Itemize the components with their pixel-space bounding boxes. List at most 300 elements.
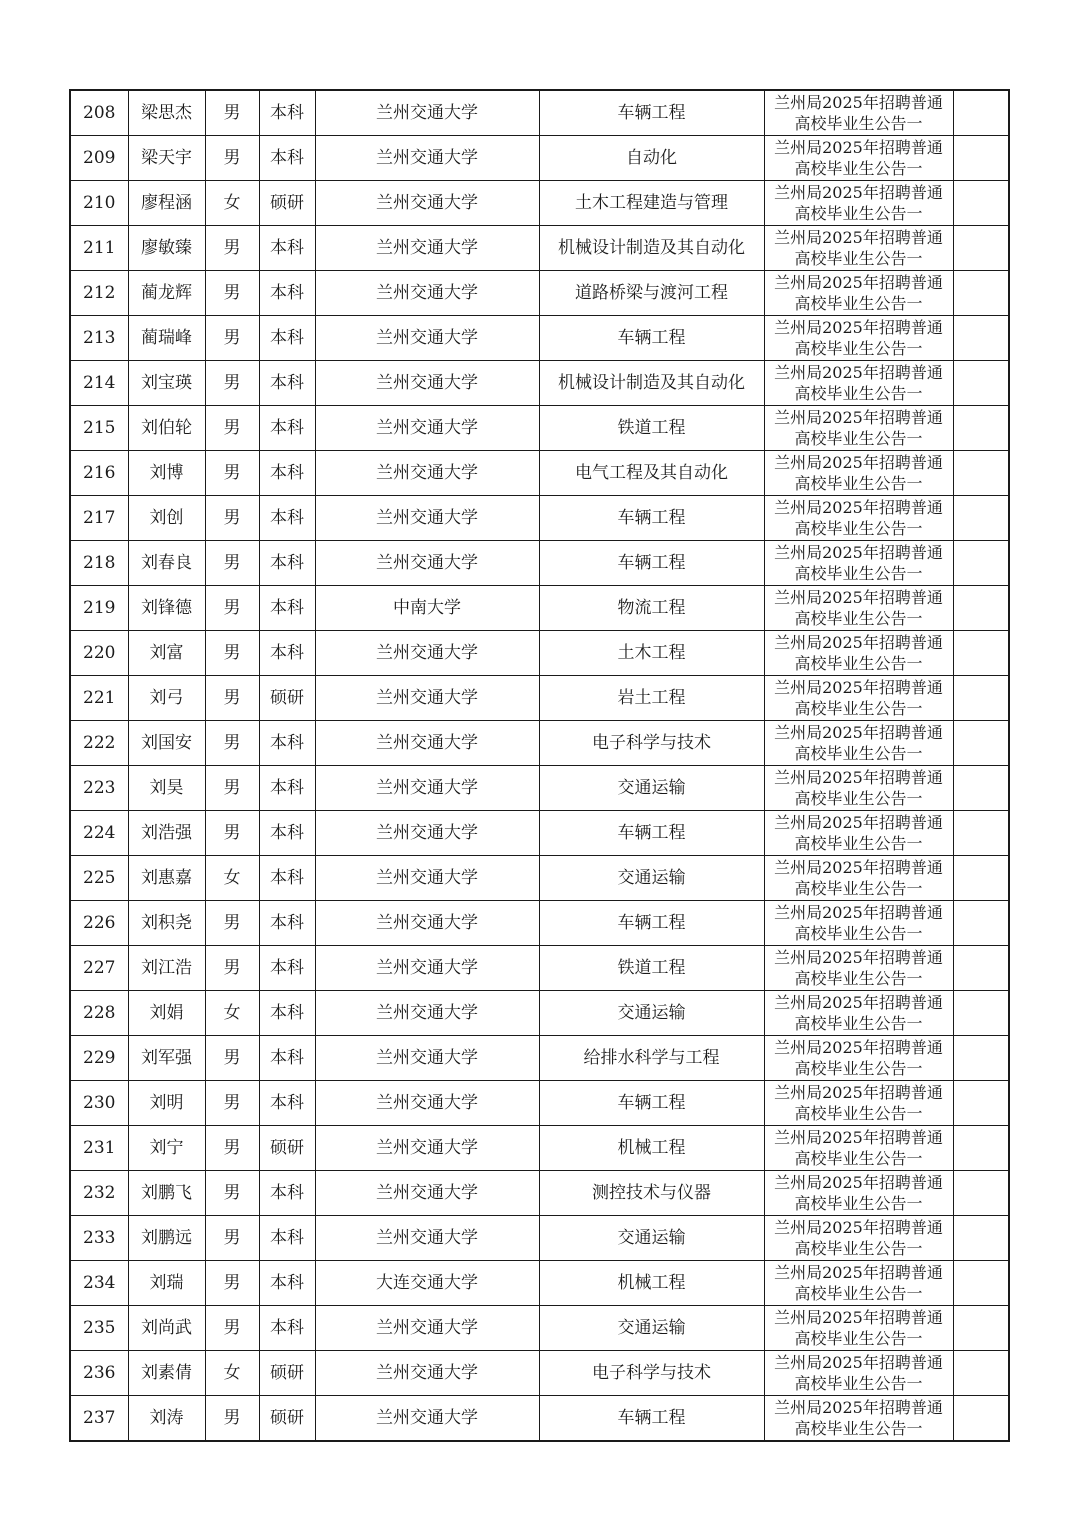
notice-line: 兰州局2025年招聘普通: [774, 1083, 943, 1102]
cell-major: 自动化: [539, 136, 764, 181]
notice-line: 兰州局2025年招聘普通: [774, 903, 943, 922]
cell-empty: [953, 1171, 1009, 1216]
cell-name: 刘娟: [128, 991, 205, 1036]
cell-name: 刘明: [128, 1081, 205, 1126]
cell-gender: 男: [205, 631, 259, 676]
cell-empty: [953, 361, 1009, 406]
table-row: [70, 1171, 1009, 1216]
cell-notice: [764, 1306, 953, 1351]
cell-gender: 男: [205, 1216, 259, 1261]
cell-degree: 本科: [259, 1261, 315, 1306]
cell-major: 土木工程建造与管理: [539, 181, 764, 226]
cell-number: 231: [70, 1126, 128, 1171]
cell-school: 兰州交通大学: [315, 946, 539, 991]
cell-school: 兰州交通大学: [315, 1081, 539, 1126]
notice-line: 高校毕业生公告一: [794, 879, 923, 898]
cell-major: 铁道工程: [539, 946, 764, 991]
cell-number: 232: [70, 1171, 128, 1216]
cell-name: 刘昊: [128, 766, 205, 811]
cell-school: 兰州交通大学: [315, 271, 539, 316]
cell-name: 廖程涵: [128, 181, 205, 226]
cell-number: 221: [70, 676, 128, 721]
cell-number: 209: [70, 136, 128, 181]
cell-number: 230: [70, 1081, 128, 1126]
notice-line: 兰州局2025年招聘普通: [774, 273, 943, 292]
cell-major: 车辆工程: [539, 90, 764, 136]
notice-line: 兰州局2025年招聘普通: [774, 858, 943, 877]
table-row: [70, 406, 1009, 451]
table-row: [70, 766, 1009, 811]
cell-gender: 男: [205, 226, 259, 271]
cell-notice: [764, 181, 953, 226]
cell-school: 兰州交通大学: [315, 811, 539, 856]
cell-degree: 硕研: [259, 676, 315, 721]
cell-major: 交通运输: [539, 856, 764, 901]
notice-line: 高校毕业生公告一: [794, 519, 923, 538]
cell-name: 刘富: [128, 631, 205, 676]
cell-name: 刘创: [128, 496, 205, 541]
cell-degree: 硕研: [259, 1351, 315, 1396]
cell-major: 铁道工程: [539, 406, 764, 451]
notice-line: 兰州局2025年招聘普通: [774, 1218, 943, 1237]
cell-name: 廖敏臻: [128, 226, 205, 271]
notice-line: 兰州局2025年招聘普通: [774, 1263, 943, 1282]
notice-line: 兰州局2025年招聘普通: [774, 1173, 943, 1192]
cell-school: 兰州交通大学: [315, 406, 539, 451]
notice-line: 高校毕业生公告一: [794, 969, 923, 988]
table-row: [70, 271, 1009, 316]
cell-degree: 本科: [259, 946, 315, 991]
cell-degree: 本科: [259, 90, 315, 136]
cell-name: 蔺龙辉: [128, 271, 205, 316]
cell-degree: 本科: [259, 811, 315, 856]
cell-gender: 男: [205, 496, 259, 541]
cell-notice: [764, 1261, 953, 1306]
cell-notice: [764, 1036, 953, 1081]
table-row: [70, 181, 1009, 226]
cell-notice: [764, 90, 953, 136]
cell-notice: [764, 1171, 953, 1216]
notice-line: 兰州局2025年招聘普通: [774, 993, 943, 1012]
cell-number: 235: [70, 1306, 128, 1351]
cell-name: 刘浩强: [128, 811, 205, 856]
table-row: [70, 946, 1009, 991]
cell-gender: 男: [205, 1126, 259, 1171]
notice-line: 高校毕业生公告一: [794, 204, 923, 223]
cell-name: 蔺瑞峰: [128, 316, 205, 361]
cell-school: 兰州交通大学: [315, 136, 539, 181]
cell-major: 土木工程: [539, 631, 764, 676]
cell-school: 中南大学: [315, 586, 539, 631]
notice-line: 高校毕业生公告一: [794, 654, 923, 673]
notice-line: 兰州局2025年招聘普通: [774, 1038, 943, 1057]
cell-gender: 男: [205, 586, 259, 631]
cell-number: 236: [70, 1351, 128, 1396]
cell-degree: 本科: [259, 766, 315, 811]
table-row: [70, 631, 1009, 676]
cell-number: 233: [70, 1216, 128, 1261]
notice-line: 高校毕业生公告一: [794, 699, 923, 718]
cell-major: 交通运输: [539, 766, 764, 811]
cell-major: 岩土工程: [539, 676, 764, 721]
cell-name: 梁天宇: [128, 136, 205, 181]
cell-number: 228: [70, 991, 128, 1036]
cell-empty: [953, 451, 1009, 496]
cell-empty: [953, 406, 1009, 451]
cell-name: 刘伯轮: [128, 406, 205, 451]
cell-notice: [764, 361, 953, 406]
table-row: [70, 991, 1009, 1036]
cell-empty: [953, 226, 1009, 271]
cell-degree: 本科: [259, 451, 315, 496]
cell-school: 兰州交通大学: [315, 721, 539, 766]
cell-number: 227: [70, 946, 128, 991]
cell-school: 兰州交通大学: [315, 856, 539, 901]
notice-line: 高校毕业生公告一: [794, 1374, 923, 1393]
cell-notice: [764, 1216, 953, 1261]
cell-name: 刘鹏远: [128, 1216, 205, 1261]
table-row: [70, 676, 1009, 721]
cell-notice: [764, 451, 953, 496]
cell-major: 车辆工程: [539, 541, 764, 586]
cell-notice: [764, 901, 953, 946]
cell-name: 刘弓: [128, 676, 205, 721]
cell-name: 刘素倩: [128, 1351, 205, 1396]
cell-empty: [953, 90, 1009, 136]
cell-gender: 男: [205, 901, 259, 946]
cell-empty: [953, 991, 1009, 1036]
table-row: [70, 1036, 1009, 1081]
cell-notice: [764, 1351, 953, 1396]
cell-empty: [953, 766, 1009, 811]
cell-major: 道路桥梁与渡河工程: [539, 271, 764, 316]
cell-name: 刘国安: [128, 721, 205, 766]
cell-school: 兰州交通大学: [315, 496, 539, 541]
cell-major: 车辆工程: [539, 1396, 764, 1442]
cell-gender: 女: [205, 991, 259, 1036]
cell-degree: 本科: [259, 1216, 315, 1261]
cell-school: 兰州交通大学: [315, 1036, 539, 1081]
notice-line: 高校毕业生公告一: [794, 924, 923, 943]
cell-name: 梁思杰: [128, 90, 205, 136]
cell-degree: 硕研: [259, 1126, 315, 1171]
cell-school: 兰州交通大学: [315, 541, 539, 586]
cell-number: 211: [70, 226, 128, 271]
cell-degree: 本科: [259, 631, 315, 676]
notice-line: 兰州局2025年招聘普通: [774, 948, 943, 967]
cell-major: 车辆工程: [539, 901, 764, 946]
table-body: [70, 90, 1009, 1441]
cell-school: 兰州交通大学: [315, 901, 539, 946]
cell-gender: 男: [205, 451, 259, 496]
cell-name: 刘尚武: [128, 1306, 205, 1351]
cell-notice: [764, 766, 953, 811]
cell-empty: [953, 496, 1009, 541]
cell-degree: 本科: [259, 1036, 315, 1081]
cell-empty: [953, 811, 1009, 856]
table-row: [70, 90, 1009, 136]
cell-gender: 男: [205, 271, 259, 316]
notice-line: 高校毕业生公告一: [794, 1284, 923, 1303]
notice-line: 高校毕业生公告一: [794, 339, 923, 358]
notice-line: 兰州局2025年招聘普通: [774, 813, 943, 832]
table-row: [70, 1081, 1009, 1126]
notice-line: 高校毕业生公告一: [794, 1239, 923, 1258]
table-row: [70, 1216, 1009, 1261]
cell-major: 车辆工程: [539, 1081, 764, 1126]
cell-major: 交通运输: [539, 991, 764, 1036]
notice-line: 兰州局2025年招聘普通: [774, 588, 943, 607]
cell-name: 刘涛: [128, 1396, 205, 1442]
notice-line: 兰州局2025年招聘普通: [774, 93, 943, 112]
cell-name: 刘锋德: [128, 586, 205, 631]
cell-school: 兰州交通大学: [315, 676, 539, 721]
table-row: [70, 856, 1009, 901]
cell-gender: 男: [205, 1036, 259, 1081]
cell-empty: [953, 1261, 1009, 1306]
cell-gender: 男: [205, 136, 259, 181]
cell-school: 兰州交通大学: [315, 1171, 539, 1216]
notice-line: 兰州局2025年招聘普通: [774, 633, 943, 652]
cell-number: 216: [70, 451, 128, 496]
cell-major: 机械工程: [539, 1261, 764, 1306]
cell-school: 兰州交通大学: [315, 451, 539, 496]
cell-major: 电气工程及其自动化: [539, 451, 764, 496]
cell-number: 220: [70, 631, 128, 676]
table-row: [70, 316, 1009, 361]
cell-number: 219: [70, 586, 128, 631]
cell-empty: [953, 1396, 1009, 1442]
cell-gender: 男: [205, 541, 259, 586]
cell-degree: 本科: [259, 1171, 315, 1216]
cell-notice: [764, 316, 953, 361]
table-row: [70, 901, 1009, 946]
notice-line: 高校毕业生公告一: [794, 744, 923, 763]
cell-empty: [953, 136, 1009, 181]
cell-number: 215: [70, 406, 128, 451]
cell-empty: [953, 316, 1009, 361]
cell-school: 兰州交通大学: [315, 226, 539, 271]
cell-major: 交通运输: [539, 1216, 764, 1261]
table-row: [70, 721, 1009, 766]
cell-notice: [764, 1126, 953, 1171]
cell-degree: 本科: [259, 136, 315, 181]
cell-number: 213: [70, 316, 128, 361]
cell-number: 212: [70, 271, 128, 316]
cell-notice: [764, 586, 953, 631]
table-row: [70, 1351, 1009, 1396]
cell-notice: [764, 1081, 953, 1126]
cell-notice: [764, 946, 953, 991]
cell-gender: 男: [205, 676, 259, 721]
cell-name: 刘宁: [128, 1126, 205, 1171]
cell-gender: 男: [205, 1171, 259, 1216]
notice-line: 高校毕业生公告一: [794, 1194, 923, 1213]
cell-gender: 男: [205, 721, 259, 766]
cell-degree: 本科: [259, 1306, 315, 1351]
cell-gender: 男: [205, 811, 259, 856]
cell-number: 217: [70, 496, 128, 541]
cell-name: 刘瑞: [128, 1261, 205, 1306]
table-row: [70, 1261, 1009, 1306]
cell-degree: 硕研: [259, 1396, 315, 1442]
cell-empty: [953, 541, 1009, 586]
cell-major: 给排水科学与工程: [539, 1036, 764, 1081]
cell-notice: [764, 406, 953, 451]
cell-empty: [953, 856, 1009, 901]
cell-school: 大连交通大学: [315, 1261, 539, 1306]
cell-empty: [953, 181, 1009, 226]
cell-notice: [764, 856, 953, 901]
table-row: [70, 136, 1009, 181]
notice-line: 兰州局2025年招聘普通: [774, 723, 943, 742]
notice-line: 兰州局2025年招聘普通: [774, 543, 943, 562]
table-row: [70, 811, 1009, 856]
cell-notice: [764, 226, 953, 271]
cell-notice: [764, 541, 953, 586]
cell-gender: 男: [205, 361, 259, 406]
cell-number: 229: [70, 1036, 128, 1081]
cell-major: 车辆工程: [539, 316, 764, 361]
notice-line: 高校毕业生公告一: [794, 159, 923, 178]
cell-empty: [953, 271, 1009, 316]
cell-degree: 本科: [259, 721, 315, 766]
notice-line: 高校毕业生公告一: [794, 1014, 923, 1033]
cell-number: 226: [70, 901, 128, 946]
table-row: [70, 541, 1009, 586]
cell-degree: 本科: [259, 406, 315, 451]
cell-gender: 女: [205, 856, 259, 901]
cell-degree: 本科: [259, 361, 315, 406]
cell-school: 兰州交通大学: [315, 631, 539, 676]
cell-empty: [953, 1126, 1009, 1171]
notice-line: 高校毕业生公告一: [794, 1059, 923, 1078]
cell-notice: [764, 136, 953, 181]
cell-empty: [953, 586, 1009, 631]
cell-school: 兰州交通大学: [315, 1216, 539, 1261]
cell-gender: 男: [205, 1261, 259, 1306]
cell-number: 223: [70, 766, 128, 811]
cell-degree: 本科: [259, 991, 315, 1036]
table-row: [70, 1396, 1009, 1442]
cell-gender: 男: [205, 946, 259, 991]
cell-major: 交通运输: [539, 1306, 764, 1351]
cell-notice: [764, 271, 953, 316]
notice-line: 高校毕业生公告一: [794, 294, 923, 313]
cell-school: 兰州交通大学: [315, 991, 539, 1036]
cell-number: 218: [70, 541, 128, 586]
notice-line: 兰州局2025年招聘普通: [774, 1308, 943, 1327]
notice-line: 高校毕业生公告一: [794, 609, 923, 628]
cell-gender: 男: [205, 90, 259, 136]
notice-line: 高校毕业生公告一: [794, 1419, 923, 1438]
notice-line: 兰州局2025年招聘普通: [774, 408, 943, 427]
cell-degree: 本科: [259, 271, 315, 316]
cell-major: 物流工程: [539, 586, 764, 631]
cell-school: 兰州交通大学: [315, 181, 539, 226]
cell-major: 车辆工程: [539, 496, 764, 541]
cell-gender: 男: [205, 1081, 259, 1126]
cell-name: 刘军强: [128, 1036, 205, 1081]
cell-empty: [953, 721, 1009, 766]
notice-line: 兰州局2025年招聘普通: [774, 678, 943, 697]
cell-gender: 男: [205, 316, 259, 361]
notice-line: 高校毕业生公告一: [794, 249, 923, 268]
table-row: [70, 226, 1009, 271]
cell-major: 车辆工程: [539, 811, 764, 856]
notice-line: 高校毕业生公告一: [794, 114, 923, 133]
cell-school: 兰州交通大学: [315, 90, 539, 136]
cell-number: 224: [70, 811, 128, 856]
candidate-table: [69, 89, 1010, 1442]
cell-empty: [953, 901, 1009, 946]
cell-major: 机械设计制造及其自动化: [539, 226, 764, 271]
notice-line: 高校毕业生公告一: [794, 564, 923, 583]
table-row: [70, 496, 1009, 541]
notice-line: 兰州局2025年招聘普通: [774, 318, 943, 337]
cell-number: 225: [70, 856, 128, 901]
cell-major: 机械设计制造及其自动化: [539, 361, 764, 406]
notice-line: 高校毕业生公告一: [794, 384, 923, 403]
notice-line: 高校毕业生公告一: [794, 834, 923, 853]
cell-empty: [953, 1216, 1009, 1261]
cell-gender: 女: [205, 1351, 259, 1396]
notice-line: 兰州局2025年招聘普通: [774, 1353, 943, 1372]
table-row: [70, 586, 1009, 631]
cell-school: 兰州交通大学: [315, 766, 539, 811]
cell-degree: 本科: [259, 541, 315, 586]
notice-line: 高校毕业生公告一: [794, 1104, 923, 1123]
cell-gender: 男: [205, 1396, 259, 1442]
notice-line: 兰州局2025年招聘普通: [774, 183, 943, 202]
cell-degree: 本科: [259, 1081, 315, 1126]
cell-major: 测控技术与仪器: [539, 1171, 764, 1216]
cell-notice: [764, 991, 953, 1036]
cell-number: 237: [70, 1396, 128, 1442]
cell-number: 222: [70, 721, 128, 766]
cell-empty: [953, 676, 1009, 721]
cell-gender: 男: [205, 1306, 259, 1351]
cell-school: 兰州交通大学: [315, 1126, 539, 1171]
cell-degree: 本科: [259, 226, 315, 271]
cell-degree: 本科: [259, 586, 315, 631]
cell-degree: 本科: [259, 316, 315, 361]
notice-line: 兰州局2025年招聘普通: [774, 498, 943, 517]
cell-degree: 本科: [259, 496, 315, 541]
cell-notice: [764, 676, 953, 721]
cell-name: 刘江浩: [128, 946, 205, 991]
cell-name: 刘博: [128, 451, 205, 496]
cell-degree: 硕研: [259, 181, 315, 226]
cell-school: 兰州交通大学: [315, 1306, 539, 1351]
cell-name: 刘春良: [128, 541, 205, 586]
cell-gender: 男: [205, 406, 259, 451]
notice-line: 兰州局2025年招聘普通: [774, 228, 943, 247]
cell-name: 刘积尧: [128, 901, 205, 946]
table-row: [70, 1306, 1009, 1351]
cell-school: 兰州交通大学: [315, 316, 539, 361]
cell-name: 刘宝瑛: [128, 361, 205, 406]
cell-gender: 女: [205, 181, 259, 226]
notice-line: 兰州局2025年招聘普通: [774, 453, 943, 472]
cell-number: 208: [70, 90, 128, 136]
notice-line: 高校毕业生公告一: [794, 1329, 923, 1348]
cell-degree: 本科: [259, 856, 315, 901]
table-row: [70, 451, 1009, 496]
cell-major: 电子科学与技术: [539, 721, 764, 766]
cell-number: 214: [70, 361, 128, 406]
cell-degree: 本科: [259, 901, 315, 946]
